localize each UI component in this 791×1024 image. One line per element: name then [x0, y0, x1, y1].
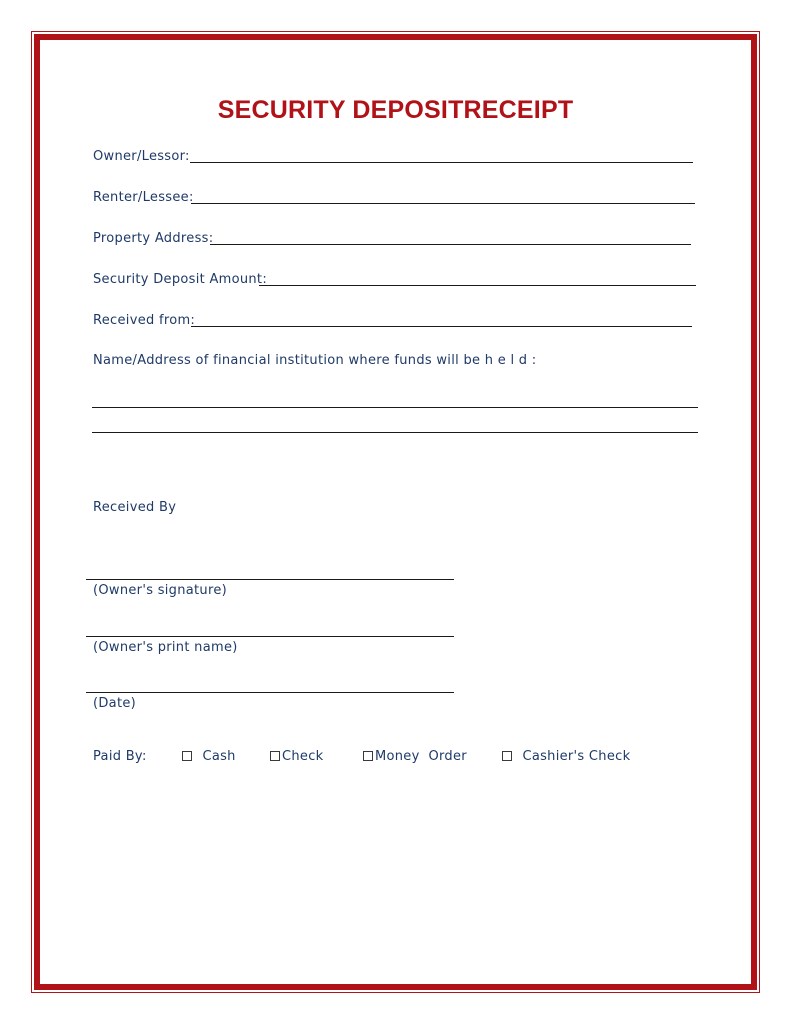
date-label: (Date) [93, 696, 137, 711]
deposit-amount-line[interactable] [259, 285, 696, 286]
property-address-label: Property Address: [93, 231, 214, 246]
cash-checkbox[interactable] [182, 751, 192, 761]
paid-by-money-order-option[interactable] [363, 749, 467, 764]
money-order-checkbox[interactable] [363, 751, 373, 761]
deposit-amount-label: Security Deposit Amount: [93, 272, 268, 287]
received-by-label: Received By [93, 500, 177, 515]
owner-signature-label: (Owner's signature) [93, 583, 228, 598]
paid-by-label: Paid By: [93, 749, 147, 764]
paid-by-cashiers-check-option[interactable] [502, 749, 630, 764]
owner-signature-line[interactable] [86, 579, 454, 580]
financial-institution-line-1[interactable] [92, 407, 698, 408]
received-from-line[interactable] [191, 326, 692, 327]
owner-lessor-line[interactable] [190, 162, 693, 163]
paid-by-cash-option[interactable] [182, 749, 236, 764]
financial-institution-line-2[interactable] [92, 432, 698, 433]
cashiers-check-label: Cashier's Check [522, 749, 631, 764]
paid-by-check-option[interactable] [270, 749, 324, 764]
owner-print-name-label: (Owner's print name) [93, 640, 238, 655]
money-order-label: Money Order [375, 749, 467, 764]
date-line[interactable] [86, 692, 454, 693]
check-label: Check [282, 749, 324, 764]
check-checkbox[interactable] [270, 751, 280, 761]
renter-lessee-line[interactable] [191, 203, 695, 204]
cash-label: Cash [202, 749, 236, 764]
financial-institution-label: Name/Address of financial institution where funds will be h e l d : [93, 353, 537, 368]
renter-lessee-label: Renter/Lessee: [93, 190, 194, 205]
owner-print-name-line[interactable] [86, 636, 454, 637]
document-title: SECURITY DEPOSITRECEIPT [217, 96, 574, 124]
received-from-label: Received from: [93, 313, 196, 328]
owner-lessor-label: Owner/Lessor: [93, 149, 190, 164]
property-address-line[interactable] [210, 244, 691, 245]
cashiers-check-checkbox[interactable] [502, 751, 512, 761]
